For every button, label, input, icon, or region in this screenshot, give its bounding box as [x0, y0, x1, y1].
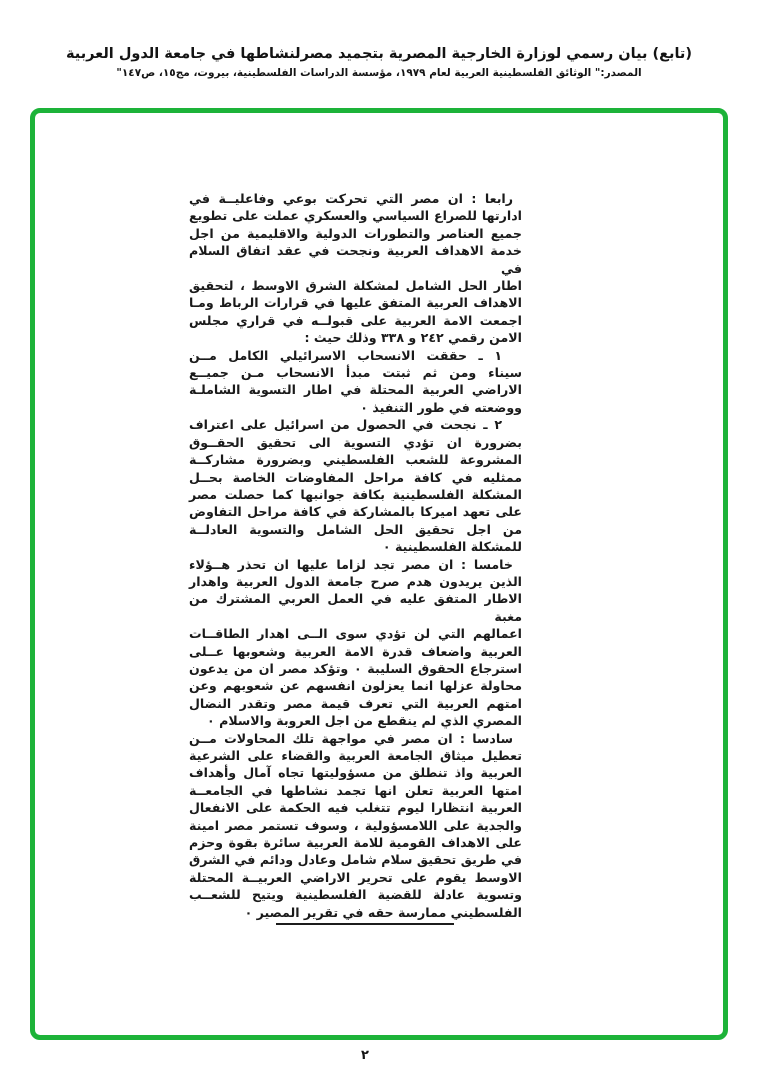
- text-line: اجمعت الامة العربية على قبولــه في قراري مجلس: [189, 312, 522, 328]
- text-line: خامسا : ان مصر تجد لزاما عليها ان تحذر هــؤلاء: [189, 556, 513, 572]
- text-line: العربية واذ تنطلق من مسؤوليتها تجاه آمال وأهداف: [189, 765, 522, 781]
- text-line: والجدية على اللامسؤولية ، وسوف تستمر مصر امينة: [189, 817, 522, 833]
- text-line: الاهداف العربية المتفق عليها في قرارات الرباط ومـا: [189, 295, 522, 311]
- text-line: رابعا : ان مصر التي تحركت بوعي وفاعليــة في: [189, 191, 513, 206]
- text-line: الاوسط يقوم على تحرير الاراضي العربيــة المحتلة: [189, 869, 522, 885]
- text-line: تعطيل ميثاق الجامعة العربية والقضاء على الشرعية: [189, 748, 522, 763]
- text-line: العربية انتظارا ليوم تتغلب فيه الحكمة على الانفعال: [189, 800, 522, 816]
- text-line: الامن رقمي ٢٤٢ و ٣٣٨ وذلك حيث :: [304, 330, 522, 346]
- text-line: ادارتها للصراع السياسي والعسكري عملت على تطويع: [189, 208, 522, 224]
- text-line: بضرورة ان تؤدي التسوية الى تحقيق الحقــوق: [189, 434, 522, 450]
- paragraph: [189, 730, 522, 921]
- page-number: ٢: [361, 1048, 369, 1063]
- text-line: خدمة الاهداف العربية ونجحت في عقد اتفاق السلام في: [189, 243, 522, 276]
- text-line: اعمالهم التي لن تؤدي سوى الــى اهدار الطاقــات: [189, 626, 522, 642]
- document-title: (تابع) بيان رسمي لوزارة الخارجية المصرية بتجميد مصرلنشاطها في جامعة الدول العربية: [66, 46, 692, 62]
- text-line: وتسوية عادلة للقضية الفلسطينية ويتيح للشعــب: [189, 887, 522, 903]
- text-line: سيناء ومن ثم ثبتت مبدأ الانسحاب مـن جميــع: [189, 365, 522, 381]
- text-line: المشكلة الفلسطينية بكافة جوانبها كما حصلت مصر: [189, 486, 522, 502]
- text-line: الاراضي العربية المحتلة في اطار التسوية الشاملـة: [189, 382, 522, 398]
- end-of-text-rule: [276, 923, 454, 925]
- text-line: المصري الذي لم ينقطع من اجل العروبة والاسلام ٠: [207, 713, 522, 729]
- text-line: اطار الحل الشامل لمشكلة الشرق الاوسط ، لتحقيق: [189, 278, 522, 294]
- text-line: جميع العناصر والتطورات الدولية والاقليمية من اجل: [189, 225, 522, 241]
- text-line: في طريق تحقيق سلام شامل وعادل ودائم في الشرق: [189, 852, 522, 868]
- text-line: المشروعة للشعب الفلسطيني وبضرورة مشاركــة: [189, 452, 522, 468]
- paragraph: [189, 347, 522, 417]
- text-line: امتهم العربية التي تعرف قيمة مصر وتقدر النضال: [189, 695, 522, 711]
- paragraph: [189, 556, 522, 730]
- text-line: الفلسطيني ممارسة حقه في تقرير المصير ٠: [244, 904, 522, 920]
- text-line: الاطار المتفق عليه في العمل العربي المشترك من مغبة: [189, 591, 522, 624]
- document-body: [189, 190, 522, 921]
- paragraph: [189, 416, 522, 555]
- text-line: امتها العربية تعلن انها تجمد نشاطها في الجامعــة: [189, 782, 522, 798]
- text-line: الذين يريدون هدم صرح جامعة الدول العربية واهدار: [189, 573, 522, 589]
- text-line: ممثليه في كافة مراحل المفاوضات الخاصة بحــل: [189, 469, 522, 485]
- text-line: للمشكلة الفلسطينية ٠: [382, 539, 522, 555]
- page-header: [0, 46, 758, 79]
- text-line: ووضعته في طور التنفيذ ٠: [360, 399, 522, 415]
- text-line: ٢ ـ نجحت في الحصول من اسرائيل على اعتراف: [189, 417, 502, 433]
- text-line: محاولة عزلها انما يعزلون انفسهم عن شعوبهم وعن: [189, 678, 522, 694]
- paragraph: [189, 190, 522, 347]
- text-line: ١ ـ حققت الانسحاب الاسرائيلي الكامل مــن: [189, 347, 502, 363]
- document-source-citation: المصدر:" الوثائق الفلسطينية العربية لعام ١٩٧٩، مؤسسة الدراسات الفلسطينية، بيروت، مج١٥، ص١٤٧": [116, 67, 642, 79]
- text-line: استرجاع الحقوق السليبة ٠ وتؤكد مصر ان من يدعون: [189, 660, 523, 676]
- text-line: العربية واضعاف قدرة الامة العربية وشعوبها عــلى: [189, 643, 522, 659]
- text-line: على الاهداف القومية للامة العربية سائرة بقوة وحزم: [189, 835, 522, 851]
- text-line: سادسا : ان مصر في مواجهة تلك المحاولات مــن: [189, 730, 513, 746]
- text-line: على تعهد اميركا بالمشاركة في كافة مراحل التفاوض: [189, 504, 522, 520]
- text-line: من اجل تحقيق الحل الشامل والتسوية العادلــة: [189, 521, 522, 537]
